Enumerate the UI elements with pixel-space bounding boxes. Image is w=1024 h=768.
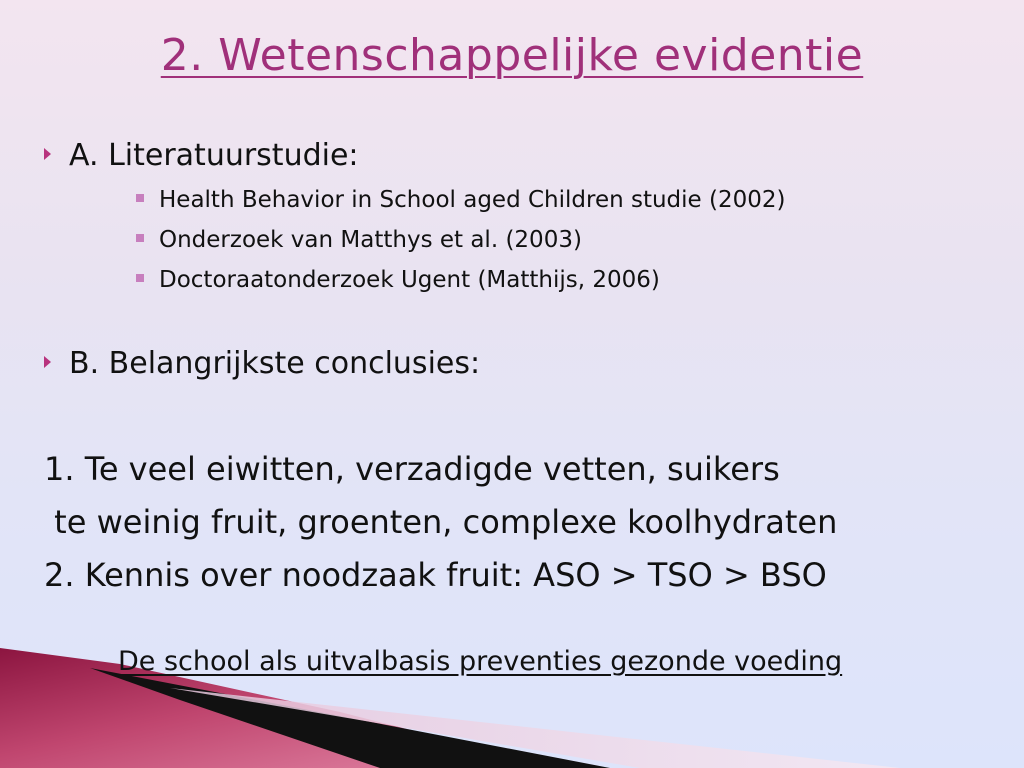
- literature-item-text: Health Behavior in School aged Children studie (2002): [159, 187, 786, 213]
- conclusion-line: 2. Kennis over noodzaak fruit: ASO > TSO > BSO: [44, 556, 827, 594]
- section-a-label: A. Literatuurstudie:: [69, 138, 359, 173]
- conclusion-line: 1. Te veel eiwitten, verzadigde vetten, suikers: [44, 450, 780, 488]
- literature-item-text: Doctoraatonderzoek Ugent (Matthijs, 2006): [159, 267, 660, 293]
- literature-item-text: Onderzoek van Matthys et al. (2003): [159, 227, 582, 253]
- conclusion-line: te weinig fruit, groenten, complexe koolhydraten: [44, 503, 838, 541]
- section-b-label: B. Belangrijkste conclusies:: [69, 346, 481, 381]
- school-basis-link[interactable]: De school als uitvalbasis preventies gezonde voeding: [118, 646, 843, 677]
- slide-title: 2. Wetenschappelijke evidentie: [160, 30, 864, 81]
